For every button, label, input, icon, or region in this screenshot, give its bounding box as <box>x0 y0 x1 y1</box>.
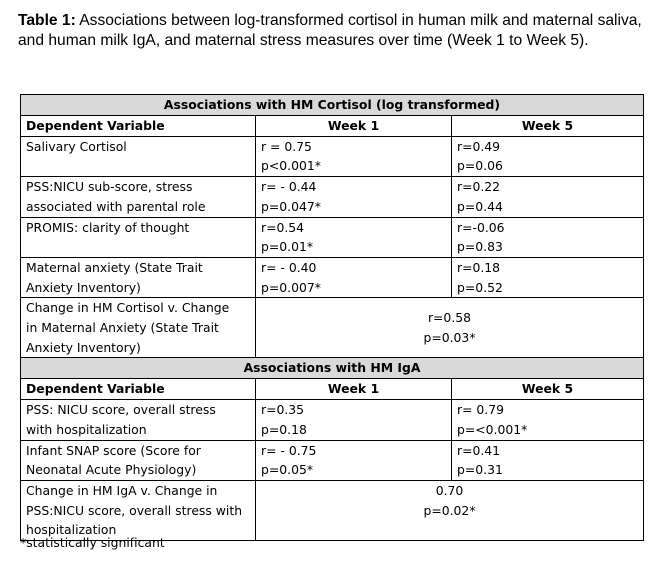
r-value: r=0.58 <box>427 310 472 326</box>
r-value: r= - 0.75 <box>261 442 317 458</box>
merged-value-cell <box>256 480 644 540</box>
week5-cell <box>452 136 644 176</box>
section1-header-row <box>21 116 644 137</box>
table-row <box>21 177 644 217</box>
table-row <box>21 217 644 257</box>
variable-line: Change in HM IgA v. Change in <box>26 482 218 498</box>
section2-title: Associations with HM IgA <box>21 358 644 379</box>
p-value: p=0.83 <box>457 239 503 255</box>
variable-line: Salivary Cortisol <box>26 138 127 154</box>
p-value: p=0.31 <box>457 462 503 478</box>
variable-cell <box>21 440 256 480</box>
p-value: p=<0.001* <box>457 421 528 437</box>
variable-line: PSS:NICU score, overall stress with <box>26 502 243 518</box>
footnote: *statistically significant <box>20 535 165 550</box>
column-header-variable: Dependent Variable <box>21 116 256 137</box>
column-header-week1: Week 1 <box>256 379 452 400</box>
variable-line: Neonatal Acute Physiology) <box>26 462 197 478</box>
p-value: p=0.03* <box>423 329 476 345</box>
column-header-week5: Week 5 <box>452 379 644 400</box>
variable-line: Change in HM Cortisol v. Change <box>26 300 230 316</box>
merged-value-cell <box>256 298 644 358</box>
table-caption-label: Table 1: <box>18 12 76 29</box>
variable-cell <box>21 177 256 217</box>
variable-line: associated with parental role <box>26 198 206 214</box>
table-row <box>21 136 644 176</box>
variable-cell <box>21 217 256 257</box>
section2-title-row <box>21 358 644 379</box>
variable-cell <box>21 400 256 440</box>
section1-title-row <box>21 95 644 116</box>
p-value: p=0.44 <box>457 198 503 214</box>
variable-line: PROMIS: clarity of thought <box>26 219 190 235</box>
variable-cell <box>21 298 256 358</box>
r-value: r=0.18 <box>457 259 501 275</box>
column-header-week5: Week 5 <box>452 116 644 137</box>
table-caption-text: Associations between log-transformed cortisol in human milk and maternal saliva, and human milk IgA, and maternal stress measures over time (Week 1 to Week 5). <box>18 12 642 49</box>
r-value: r=0.41 <box>457 442 501 458</box>
variable-line: hospitalization <box>26 522 117 538</box>
change-row <box>21 298 644 358</box>
column-header-variable: Dependent Variable <box>21 379 256 400</box>
variable-line: PSS:NICU sub-score, stress <box>26 179 193 195</box>
r-value: 0.70 <box>435 482 464 498</box>
p-value: p=0.06 <box>457 158 503 174</box>
table-caption <box>18 11 646 51</box>
table-row <box>21 400 644 440</box>
variable-line: in Maternal Anxiety (State Trait <box>26 320 219 336</box>
column-header-week1: Week 1 <box>256 116 452 137</box>
r-value: r = 0.75 <box>261 138 312 154</box>
variable-line: Anxiety Inventory) <box>26 339 141 355</box>
p-value: p<0.001* <box>261 158 321 174</box>
week1-cell <box>256 136 452 176</box>
week1-cell <box>256 217 452 257</box>
section2-header-row <box>21 379 644 400</box>
p-value: p=0.52 <box>457 279 503 295</box>
p-value: p=0.047* <box>261 198 321 214</box>
week1-cell <box>256 177 452 217</box>
week1-cell <box>256 257 452 297</box>
r-value: r=0.35 <box>261 402 305 418</box>
week5-cell <box>452 217 644 257</box>
r-value: r= - 0.44 <box>261 179 317 195</box>
week1-cell <box>256 440 452 480</box>
p-value: p=0.02* <box>423 502 476 518</box>
variable-line: PSS: NICU score, overall stress <box>26 402 216 418</box>
week5-cell <box>452 440 644 480</box>
r-value: r= - 0.40 <box>261 259 317 275</box>
p-value: p=0.007* <box>261 279 321 295</box>
r-value: r=0.22 <box>457 179 501 195</box>
week5-cell <box>452 177 644 217</box>
r-value: r=0.54 <box>261 219 305 235</box>
r-value: r=0.49 <box>457 138 501 154</box>
variable-line: Infant SNAP score (Score for <box>26 442 201 458</box>
table-row <box>21 440 644 480</box>
section1-title: Associations with HM Cortisol (log transformed) <box>21 95 644 116</box>
table-row <box>21 257 644 297</box>
p-value: p=0.01* <box>261 239 314 255</box>
r-value: r= 0.79 <box>457 402 505 418</box>
r-value: r=-0.06 <box>457 219 505 235</box>
week5-cell <box>452 400 644 440</box>
variable-line: Anxiety Inventory) <box>26 279 141 295</box>
change-row <box>21 480 644 540</box>
results-table <box>20 94 644 541</box>
week1-cell <box>256 400 452 440</box>
week5-cell <box>452 257 644 297</box>
variable-cell <box>21 480 256 540</box>
p-value: p=0.18 <box>261 421 307 437</box>
variable-cell <box>21 257 256 297</box>
variable-line: Maternal anxiety (State Trait <box>26 259 203 275</box>
variable-cell <box>21 136 256 176</box>
p-value: p=0.05* <box>261 462 314 478</box>
variable-line: with hospitalization <box>26 421 147 437</box>
